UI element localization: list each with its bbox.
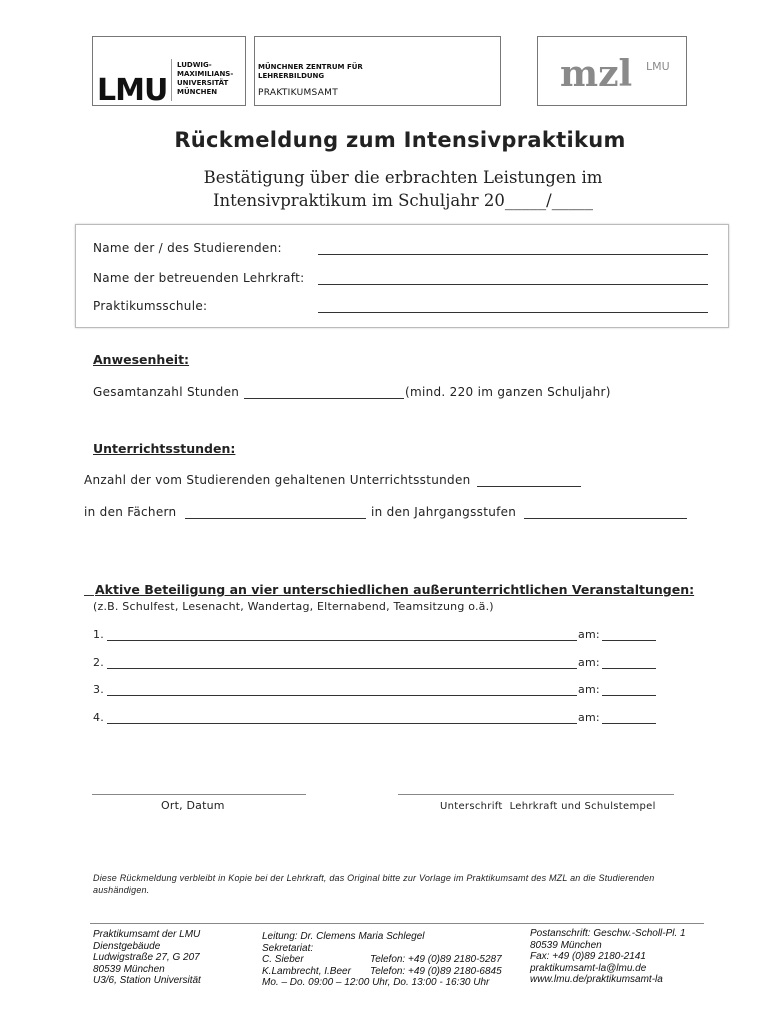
signature-line[interactable] <box>398 794 674 795</box>
logo-divider <box>171 59 172 101</box>
page-title: Rückmeldung zum Intensivpraktikum <box>174 128 626 152</box>
grades-label: in den Jahrgangsstufen <box>371 505 517 519</box>
place-date-label: Ort, Datum <box>161 799 225 812</box>
event-3-date-field[interactable] <box>602 695 656 696</box>
contact-name-1: C. Sieber <box>262 954 304 965</box>
event-1-number: 1. <box>93 628 104 641</box>
student-name-field[interactable] <box>318 254 708 255</box>
footer-divider <box>90 923 704 924</box>
event-1-field[interactable] <box>107 640 577 641</box>
mzl-lmu-superscript: LMU <box>646 60 670 73</box>
event-3-number: 3. <box>93 683 104 696</box>
lmu-university-name: LUDWIG- MAXIMILIANS- UNIVERSITÄT MÜNCHEN <box>177 61 234 96</box>
page-subtitle <box>0 166 770 212</box>
subjects-label: in den Fächern <box>84 505 177 519</box>
student-name-label: Name der / des Studierenden: <box>93 241 282 255</box>
teacher-name-label: Name der betreuenden Lehrkraft: <box>93 271 305 285</box>
website-link[interactable]: www.lmu.de/praktikumsamt-la <box>530 974 663 985</box>
lmu-wordmark: LMU <box>97 73 168 108</box>
lessons-heading: Unterrichtsstunden: <box>93 441 236 456</box>
student-info-box <box>75 224 729 328</box>
mzl-wordmark: mzl <box>560 53 633 95</box>
office-hours: Mo. – Do. 09:00 – 12:00 Uhr, Do. 13:00 - 16:30 Uhr <box>262 977 490 988</box>
contact-name-2: K.Lambrecht, I.Beer <box>262 965 351 977</box>
footer-address: Praktikumsamt der LMU Dienstgebäude Ludwigstraße 27, G 207 80539 München U3/6, Station Universität <box>93 929 201 986</box>
total-hours-field[interactable] <box>244 398 404 399</box>
grades-field[interactable] <box>524 518 687 519</box>
school-label: Praktikumsschule: <box>93 299 208 313</box>
attendance-heading: Anwesenheit: <box>93 352 190 367</box>
teacher-name-field[interactable] <box>318 284 708 285</box>
event-3-field[interactable] <box>107 695 577 696</box>
event-2-date-label: am: <box>578 656 600 669</box>
events-heading: Aktive Beteiligung an vier unterschiedlichen außerunterrichtlichen Veranstaltungen: <box>95 582 695 597</box>
event-1-date-label: am: <box>578 628 600 641</box>
total-hours-label: Gesamtanzahl Stunden <box>93 385 240 399</box>
event-2-field[interactable] <box>107 668 577 669</box>
lmu-logo <box>92 36 246 106</box>
subtitle-line-2: Intensivpraktikum im Schuljahr 20_____/_____ <box>213 191 593 210</box>
mzl-center-name: MÜNCHNER ZENTRUM FÜR LEHRERBILDUNG <box>258 63 363 80</box>
lesson-count-label: Anzahl der vom Studierenden gehaltenen Unterrichtsstunden <box>84 473 471 487</box>
footer-postal: Postanschrift: Geschw.-Scholl-Pl. 1 80539 München Fax: +49 (0)89 2180-2141 praktikumsamt-la@lmu.de www.lmu.de/praktikumsamt-la <box>530 928 686 985</box>
place-date-line[interactable] <box>92 794 306 795</box>
signature-label: Unterschrift Lehrkraft und Schulstempel <box>440 801 656 812</box>
events-note: (z.B. Schulfest, Lesenacht, Wandertag, Elternabend, Teamsitzung o.ä.) <box>93 600 494 613</box>
event-1-date-field[interactable] <box>602 640 656 641</box>
lesson-count-field[interactable] <box>477 486 581 487</box>
event-4-field[interactable] <box>107 723 577 724</box>
event-3-date-label: am: <box>578 683 600 696</box>
total-hours-note: (mind. 220 im ganzen Schuljahr) <box>405 385 611 399</box>
event-2-number: 2. <box>93 656 104 669</box>
school-field[interactable] <box>318 312 708 313</box>
events-heading-underline-lead <box>84 595 94 596</box>
contact-phone-1: Telefon: +49 (0)89 2180-5287 <box>370 954 502 965</box>
mzl-logo <box>537 36 687 106</box>
subtitle-line-1: Bestätigung über die erbrachten Leistungen im <box>203 168 603 187</box>
event-2-date-field[interactable] <box>602 668 656 669</box>
subjects-field[interactable] <box>185 518 366 519</box>
mzl-name-block <box>254 36 501 106</box>
event-4-number: 4. <box>93 711 104 724</box>
email-link[interactable]: praktikumsamt-la@lmu.de <box>530 962 647 974</box>
footer-contacts: Leitung: Dr. Clemens Maria Schlegel Sekretariat: C. Sieber Telefon: +49 (0)89 2180-5287 K.Lambrecht, I.Beer Telefon: +49 (0)89 2180-6845 Mo. – Do. 09:00 – 12:00 Uhr, Do. 13:00 - 16:30 Uhr <box>262 931 524 989</box>
praktikumsamt-label: PRAKTIKUMSAMT <box>258 88 339 98</box>
event-4-date-label: am: <box>578 711 600 724</box>
event-4-date-field[interactable] <box>602 723 656 724</box>
contact-phone-2: Telefon: +49 (0)89 2180-6845 <box>370 965 502 977</box>
remark-text: Diese Rückmeldung verbleibt in Kopie bei der Lehrkraft, das Original bitte zur Vorlage im Praktikumsamt des MZL an die Studierenden aushändigen. <box>93 873 655 895</box>
